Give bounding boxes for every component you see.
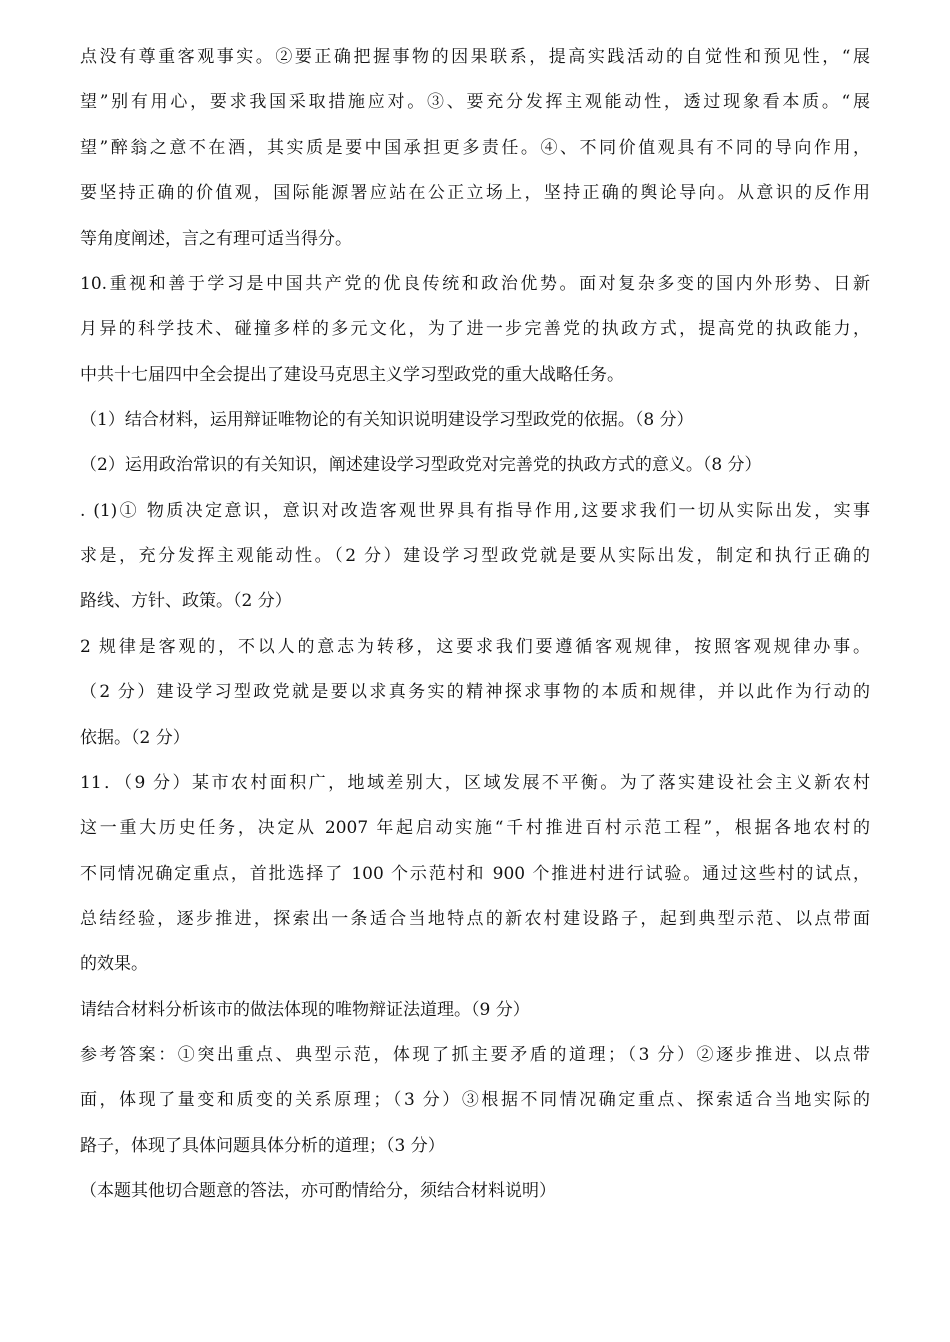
text-line: （2 分）建设学习型政党就是要以求真务实的精神探求事物的本质和规律，并以此作为行动的 <box>80 682 870 702</box>
text-line: （2）运用政治常识的有关知识，阐述建设学习型政党对完善党的执政方式的意义。（8 分） <box>80 455 762 475</box>
text-line: 路线、方针、政策。（2 分） <box>80 591 292 611</box>
text-line: 2 规律是客观的，不以人的意志为转移，这要求我们要遵循客观规律，按照客观规律办事。 <box>80 637 870 657</box>
text-line: 不同情况确定重点，首批选择了 100 个示范村和 900 个推进村进行试验。通过这些村的试点， <box>80 864 870 884</box>
text-line: 的效果。 <box>80 954 148 974</box>
text-line: 中共十七届四中全会提出了建设马克思主义学习型政党的重大战略任务。 <box>80 365 624 385</box>
text-line: （本题其他切合题意的答法，亦可酌情给分，须结合材料说明） <box>80 1181 556 1201</box>
text-line: 面，体现了量变和质变的关系原理；（3 分）③根据不同情况确定重点、探索适合当地实际的 <box>80 1090 870 1110</box>
text-line: 依据。（2 分） <box>80 728 190 748</box>
text-line: 望”醉翁之意不在酒，其实质是要中国承担更多责任。④、不同价值观具有不同的导向作用， <box>80 138 870 158</box>
text-line: 10.重视和善于学习是中国共产党的优良传统和政治优势。面对复杂多变的国内外形势、日新 <box>80 274 870 294</box>
text-line: . (1)① 物质决定意识，意识对改造客观世界具有指导作用,这要求我们一切从实际出发，实事 <box>80 501 870 521</box>
text-line: 参考答案：①突出重点、典型示范，体现了抓主要矛盾的道理；（3 分）②逐步推进、以点带 <box>80 1045 870 1065</box>
text-line: 11．（9 分）某市农村面积广，地域差别大，区域发展不平衡。为了落实建设社会主义新农村 <box>80 773 870 793</box>
text-line: （1）结合材料，运用辩证唯物论的有关知识说明建设学习型政党的依据。（8 分） <box>80 410 694 430</box>
text-line: 点没有尊重客观事实。②要正确把握事物的因果联系，提高实践活动的自觉性和预见性，“展 <box>80 47 870 67</box>
text-line: 请结合材料分析该市的做法体现的唯物辩证法道理。（9 分） <box>80 1000 530 1020</box>
text-line: 要坚持正确的价值观，国际能源署应站在公正立场上，坚持正确的舆论导向。从意识的反作用 <box>80 183 870 203</box>
text-line: 望”别有用心，要求我国采取措施应对。③、要充分发挥主观能动性，透过现象看本质。“展 <box>80 92 870 112</box>
text-line: 路子，体现了具体问题具体分析的道理；（3 分） <box>80 1136 445 1156</box>
text-line: 总结经验，逐步推进，探索出一条适合当地特点的新农村建设路子，起到典型示范、以点带面 <box>80 909 870 929</box>
text-line: 月异的科学技术、碰撞多样的多元文化，为了进一步完善党的执政方式，提高党的执政能力， <box>80 319 870 339</box>
text-line: 求是，充分发挥主观能动性。（2 分）建设学习型政党就是要从实际出发，制定和执行正确的 <box>80 546 870 566</box>
text-line: 等角度阐述，言之有理可适当得分。 <box>80 229 352 249</box>
text-line: 这一重大历史任务，决定从 2007 年起启动实施“千村推进百村示范工程”，根据各地农村的 <box>80 818 870 838</box>
